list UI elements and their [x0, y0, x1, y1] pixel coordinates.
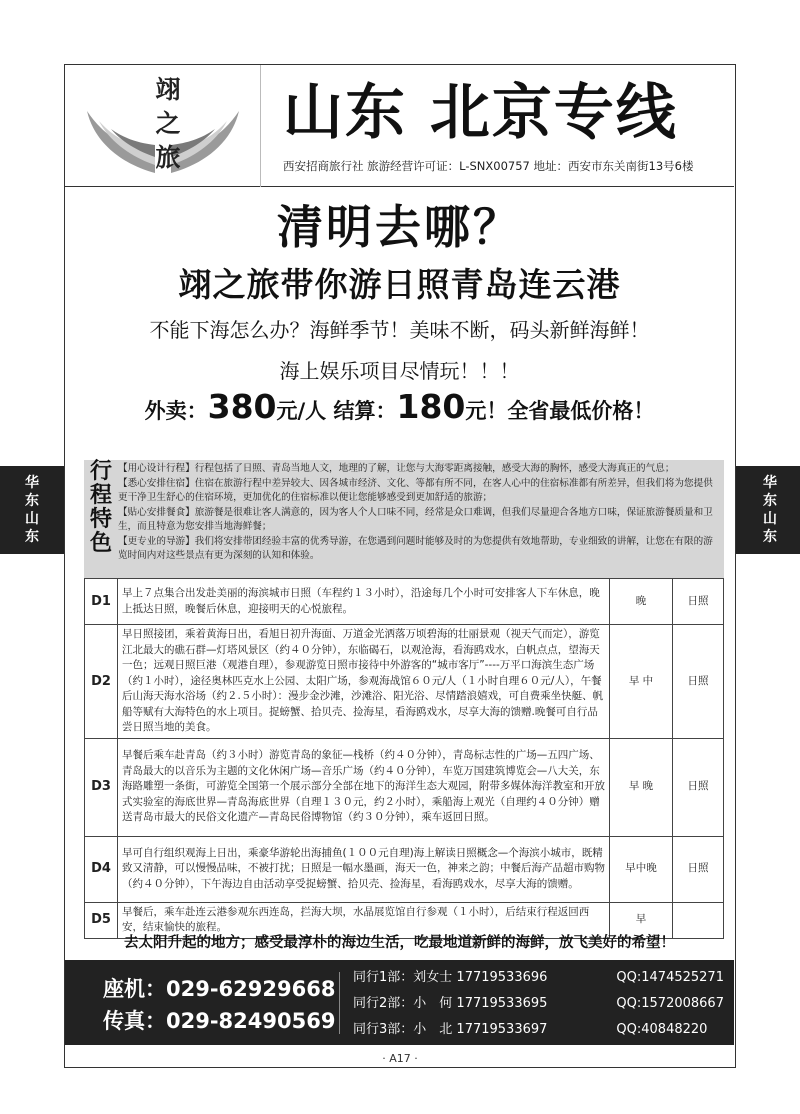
headline: 清明去哪？: [277, 200, 522, 254]
header: [65, 65, 734, 187]
side-tab-left: [0, 466, 64, 554]
fax-number: 029-82490569: [166, 1009, 336, 1033]
hotel-cell: 日照: [673, 579, 724, 625]
logo-char: 旅: [155, 143, 181, 172]
route-title: 山东 北京专线: [283, 78, 678, 148]
day-cell: D5: [85, 902, 118, 938]
table-row: [85, 738, 724, 836]
day-cell: D2: [85, 625, 118, 739]
peer-contact: [353, 966, 724, 985]
page-number: · A17 ·: [382, 1052, 418, 1065]
landline: [103, 973, 335, 1003]
retail-label: 外卖：: [144, 399, 208, 423]
landline-label: 座机：: [103, 977, 166, 1001]
subheadline: 翊之旅带你游日照青岛连云港: [178, 265, 621, 304]
day-cell: D4: [85, 836, 118, 902]
settle-unit: 元！全省最低价格！: [465, 399, 655, 423]
peer-dept: 同行3部：小 北: [353, 1022, 453, 1037]
peer-phone: 17719533696: [456, 970, 548, 985]
fax-label: 传真：: [103, 1009, 166, 1033]
peer-phone: 17719533697: [456, 1022, 548, 1037]
desc-cell: 早可自行组织观海上日出，乘豪华游轮出海捕鱼(１００元自理)海上解读日照概念—个海滨小城市，既精致又清静，可以慢慢品味，不被打扰；日照是一幅水墨画，海天一色，神来之韵；中餐后海产品超市购物（约４０分钟），下午海边自由活动享受捉螃蟹、拾贝壳、捡海星，看海鸥戏水，尽享大海的馈赠。: [118, 836, 610, 902]
day-cell: D3: [85, 738, 118, 836]
logo-char: 之: [155, 109, 181, 138]
side-tab-char: 东: [25, 493, 39, 509]
meal-cell: 晚: [610, 579, 673, 625]
table-row: [85, 579, 724, 625]
side-tab-char: 山: [763, 511, 777, 527]
brand-logo: [65, 65, 261, 187]
side-tab-text: [23, 474, 41, 546]
hotel-cell: 日照: [673, 738, 724, 836]
meal-cell: 早 晚: [610, 738, 673, 836]
day-cell: D1: [85, 579, 118, 625]
peer-phone: 17719533695: [456, 996, 548, 1011]
retail-unit: 元/人: [276, 399, 327, 423]
peer-qq: QQ:1572008667: [616, 996, 724, 1011]
side-tab-char: 山: [25, 511, 39, 527]
side-tab-text: [761, 474, 779, 546]
itinerary-table: [84, 578, 724, 939]
features-title: [88, 460, 114, 556]
promo-line: 海上娱乐项目尽情玩！！！: [279, 359, 520, 383]
agency-info: 西安招商旅行社 旅游经营许可证：L-SNX00757 地址：西安市东关南街13号6楼: [283, 159, 694, 173]
table-row: [85, 836, 724, 902]
side-tab-char: 华: [25, 475, 39, 491]
peer-dept: 同行1部：刘女士: [353, 970, 453, 985]
side-tab-char: 华: [763, 475, 777, 491]
features-list: [118, 462, 720, 564]
meal-cell: 早中晚: [610, 836, 673, 902]
contact-bar: [65, 960, 734, 1045]
peer-contact: [353, 1018, 707, 1037]
side-tab-char: 东: [763, 493, 777, 509]
price-line: [65, 387, 734, 426]
feature-item: 【悉心安排住宿】住宿在旅游行程中差异较大、因各城市经济、文化、等都有所不同，在客人心中的住宿标准都有所差异，但我们将为您提供更干净卫生舒心的住宿环境，更加优化的住宿标准以便让您能够感受到更加舒适的旅游；: [118, 477, 713, 503]
desc-cell: 早餐后，乘车赴连云港参观东西连岛，拦海大坝，水晶展览馆自行参观（１小时），后结束行程返回西安，结束愉快的旅程。: [118, 902, 610, 938]
desc-cell: 早日照接团，乘着黄海日出，看旭日初升海面、万道金光洒落万顷碧海的壮丽景观（视天气而定），游览江北最大的礁石群—灯塔风景区（约４０分钟），东临碣石，以观沧海，看海鸥戏水，白帆点点，望海天一色；远观日照巨港（观港自理），参观游览日照市接待中外游客的“城市客厅”----万平口海滨生态广场（约１小时），途径奥林匹克水上公园、太阳广场，参观海战馆６０元/人（１小时自理６０元/人），午餐后山海天海水浴场（约２.５小时）：漫步金沙滩，沙滩浴、阳光浴、尽情踏浪嬉戏，可自费乘坐快艇、帆船等赋有大海特色的水上项目。捉螃蟹、拾贝壳、捡海星，看海鸥戏水，尽享大海的馈赠.晚餐可自行品尝日照当地的美食。: [118, 625, 610, 739]
promo-line: 不能下海怎么办？海鲜季节！美味不断，码头新鲜海鲜！: [149, 318, 650, 342]
features-title-char: 程: [89, 483, 112, 508]
logo-char: 翊: [155, 75, 181, 104]
feature-item: 【贴心安排餐食】旅游餐是很难让客人满意的，因为客人个人口味不同，经常是众口难调，但我们尽量迎合各地方口味，保证旅游餐质量和卫生，而且特意为您安排当地海鲜餐；: [118, 506, 713, 532]
side-tab-right: [736, 466, 800, 554]
peer-dept: 同行2部：小 何: [353, 996, 453, 1011]
settle-price: 180: [396, 387, 466, 426]
feature-item: 【用心设计行程】行程包括了日照、青岛当地人文，地理的了解，让您与大海零距离接触，感受大海的胸怀，感受大海真正的气息；: [118, 463, 675, 474]
divider: [339, 972, 340, 1034]
hotel-cell: 日照: [673, 625, 724, 739]
hotel-cell: 日照: [673, 836, 724, 902]
meal-cell: 早 中: [610, 625, 673, 739]
features-box: [84, 460, 724, 578]
ad-frame: [64, 64, 736, 1068]
features-title-char: 行: [89, 459, 112, 484]
landline-number: 029-62929668: [166, 977, 336, 1001]
logo-text: [153, 73, 183, 175]
desc-cell: 早上７点集合出发赴美丽的海滨城市日照（车程约１３小时），沿途每几个小时可安排客人下车休息，晚上抵达日照，晚餐后休息，迎接明天的心悦旅程。: [118, 579, 610, 625]
fax: [103, 1005, 335, 1035]
features-title-char: 色: [89, 531, 112, 556]
slogan: 去太阳升起的地方；感受最淳朴的海边生活，吃最地道新鲜的海鲜，放飞美好的希望！: [124, 935, 675, 951]
settle-label: 结算：: [333, 399, 397, 423]
table-row: [85, 625, 724, 739]
left-wing-icon: [85, 105, 157, 175]
retail-price: 380: [207, 387, 277, 426]
feature-item: 【更专业的导游】我们将安排带团经验丰富的优秀导游，在您遇到问题时能够及时的为您提供有效地帮助，专业细致的讲解，让您在有限的游览时间内对这些景点有更为深刻的认知和体验。: [118, 535, 713, 561]
side-tab-char: 东: [763, 529, 777, 545]
peer-qq: QQ:1474525271: [616, 970, 724, 985]
desc-cell: 早餐后乘车赴青岛（约３小时）游览青岛的象征—栈桥（约４０分钟），青岛标志性的广场—五四广场、青岛最大的以音乐为主题的文化休闲广场—音乐广场（约４０分钟），车览万国建筑博览会—八大关，东海路雕塑一条街，可游览全国第一个展示部分全部在地下的海洋生态大观园，附带多媒体海洋教室和开放式实验室的海底世界—青岛海底世界（自理１３０元，约２小时），乘船海上观光（自理约４０分钟）赠送青岛市最大的民俗文化遗产—青岛民俗博物馆（约３０分钟），乘车返回日照。: [118, 738, 610, 836]
features-title-char: 特: [89, 507, 112, 532]
peer-qq: QQ:40848220: [616, 1022, 708, 1037]
meal-cell: 早: [610, 902, 673, 938]
side-tab-char: 东: [25, 529, 39, 545]
peer-contact: [353, 992, 724, 1011]
